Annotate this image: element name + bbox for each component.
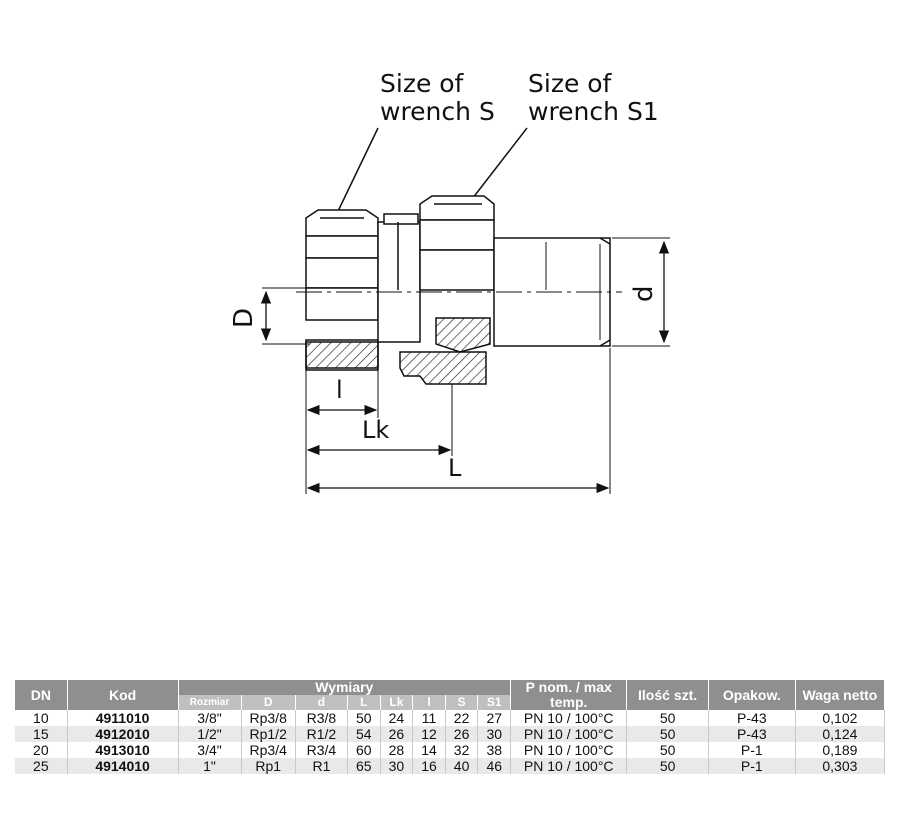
cell-rozmiar: 3/8" (178, 710, 241, 726)
subheader-d: d (295, 695, 347, 710)
cell-S1: 38 (478, 742, 511, 758)
cell-waga: 0,303 (795, 758, 884, 774)
callout-wrench-s1-line1: Size of (528, 69, 612, 98)
cell-l: 14 (413, 742, 446, 758)
callout-wrench-s-line2: wrench S (380, 97, 495, 126)
cell-pressure-temp: PN 10 / 100°C (511, 758, 627, 774)
cell-S: 26 (445, 726, 478, 742)
cell-pressure-temp: PN 10 / 100°C (511, 742, 627, 758)
cell-ilosc: 50 (627, 726, 709, 742)
cell-d: R3/8 (295, 710, 347, 726)
subheader-L: L (348, 695, 381, 710)
table-row (15, 710, 885, 726)
col-header-waga: Waga netto (795, 680, 884, 710)
cell-l: 16 (413, 758, 446, 774)
subheader-Lk: Lk (380, 695, 413, 710)
cell-dn: 15 (15, 726, 67, 742)
cell-dn: 25 (15, 758, 67, 774)
cell-rozmiar: 1/2" (178, 726, 241, 742)
dim-label-d: d (629, 285, 659, 302)
cell-opakow: P-1 (708, 742, 795, 758)
cell-l: 11 (413, 710, 446, 726)
cell-l: 12 (413, 726, 446, 742)
cell-rozmiar: 1" (178, 758, 241, 774)
cell-S1: 46 (478, 758, 511, 774)
cell-opakow: P-1 (708, 758, 795, 774)
cell-waga: 0,189 (795, 742, 884, 758)
cell-D: Rp1/2 (241, 726, 295, 742)
cell-rozmiar: 3/4" (178, 742, 241, 758)
col-header-ilosc: Ilość szt. (627, 680, 709, 710)
cell-kod: 4911010 (67, 710, 178, 726)
cell-Lk: 30 (380, 758, 413, 774)
callout-wrench-s1-line2: wrench S1 (528, 97, 659, 126)
cell-S: 40 (445, 758, 478, 774)
cell-ilosc: 50 (627, 758, 709, 774)
cell-kod: 4912010 (67, 726, 178, 742)
cell-S: 22 (445, 710, 478, 726)
cell-L: 65 (348, 758, 381, 774)
cell-opakow: P-43 (708, 726, 795, 742)
cell-D: Rp3/8 (241, 710, 295, 726)
cell-dn: 20 (15, 742, 67, 758)
cell-D: Rp3/4 (241, 742, 295, 758)
subheader-D: D (241, 695, 295, 710)
dim-label-L: L (448, 454, 462, 482)
cell-pressure-temp: PN 10 / 100°C (511, 726, 627, 742)
cell-waga: 0,124 (795, 726, 884, 742)
cell-opakow: P-43 (708, 710, 795, 726)
col-header-kod: Kod (67, 680, 178, 710)
cell-ilosc: 50 (627, 710, 709, 726)
cell-pressure-temp: PN 10 / 100°C (511, 710, 627, 726)
dim-label-l: l (336, 376, 343, 404)
cell-D: Rp1 (241, 758, 295, 774)
subheader-l: l (413, 695, 446, 710)
dim-label-D: D (229, 307, 259, 328)
callout-wrench-s-line1: Size of (380, 69, 464, 98)
cell-d: R1/2 (295, 726, 347, 742)
cell-Lk: 28 (380, 742, 413, 758)
cell-Lk: 26 (380, 726, 413, 742)
cell-L: 60 (348, 742, 381, 758)
table-row (15, 726, 885, 742)
spec-table (15, 680, 885, 774)
cell-kod: 4914010 (67, 758, 178, 774)
cell-d: R1 (295, 758, 347, 774)
table-row (15, 758, 885, 774)
table-row (15, 742, 885, 758)
col-header-opakow: Opakow. (708, 680, 795, 710)
cell-dn: 10 (15, 710, 67, 726)
cell-ilosc: 50 (627, 742, 709, 758)
cell-d: R3/4 (295, 742, 347, 758)
subheader-S1: S1 (478, 695, 511, 710)
cell-kod: 4913010 (67, 742, 178, 758)
col-header-wymiary: Wymiary (178, 680, 511, 695)
cell-S1: 30 (478, 726, 511, 742)
subheader-rozmiar: Rozmiar (178, 695, 241, 710)
col-header-pressure-temp: P nom. / max temp. (511, 680, 627, 710)
col-header-dn: DN (15, 680, 67, 710)
cell-Lk: 24 (380, 710, 413, 726)
dim-label-Lk: Lk (362, 416, 390, 444)
subheader-S: S (445, 695, 478, 710)
cell-L: 54 (348, 726, 381, 742)
cell-S1: 27 (478, 710, 511, 726)
cell-S: 32 (445, 742, 478, 758)
cell-waga: 0,102 (795, 710, 884, 726)
cell-L: 50 (348, 710, 381, 726)
